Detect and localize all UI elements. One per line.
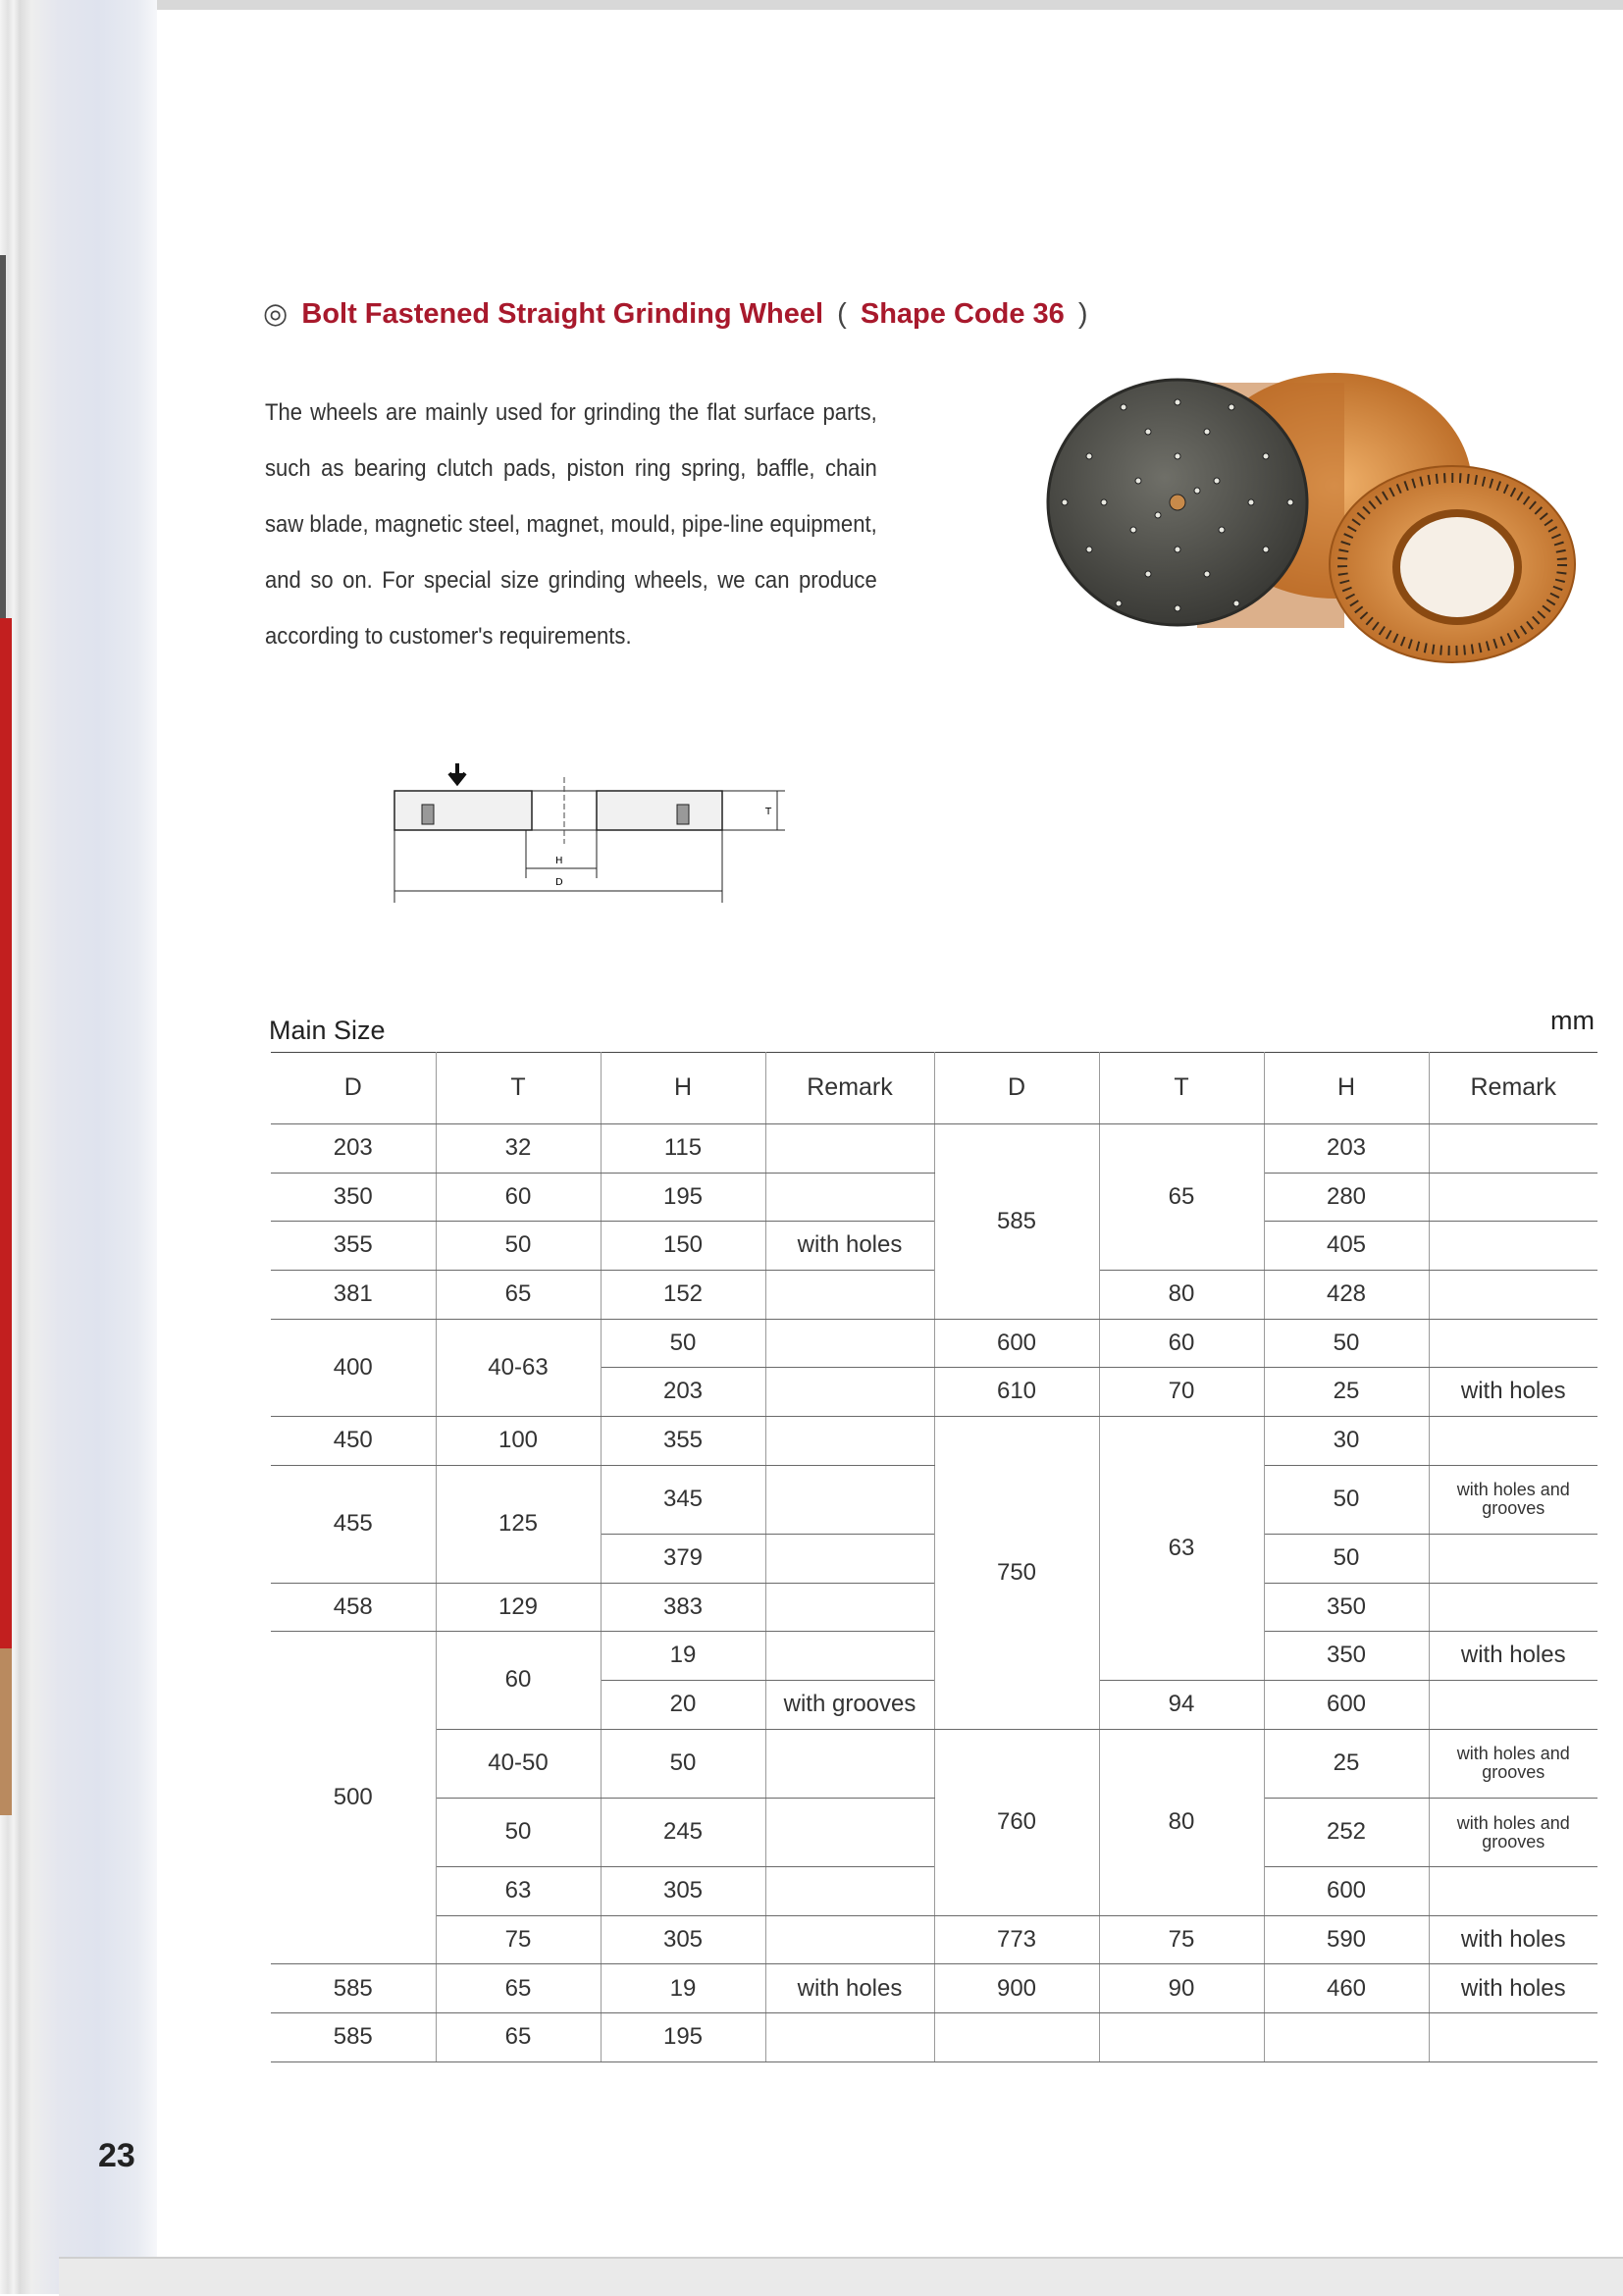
- cell-h-right: 350: [1264, 1632, 1429, 1681]
- cell-remark-right: [1429, 1124, 1597, 1174]
- cell-d: 400: [271, 1319, 436, 1416]
- cell-h-right: 25: [1264, 1368, 1429, 1417]
- header-d: D: [271, 1053, 436, 1124]
- cell-h: 19: [601, 1632, 765, 1681]
- cell-h: 195: [601, 2013, 765, 2062]
- cell-remark: [765, 1319, 934, 1368]
- table-row: [271, 1915, 1597, 1964]
- cell-remark: [765, 2013, 934, 2062]
- cell-h-right: 252: [1264, 1798, 1429, 1866]
- cell-remark: [765, 1465, 934, 1534]
- cell-d: 450: [271, 1416, 436, 1465]
- cell-remark: [765, 1632, 934, 1681]
- scan-bottom-edge: [59, 2257, 1623, 2296]
- header-t: T: [436, 1053, 601, 1124]
- cell-t-right: 90: [1099, 1964, 1264, 2013]
- table-row: [271, 1319, 1597, 1368]
- wheel-cross-section-diagram: [383, 756, 814, 913]
- page-edge-brown: [0, 1648, 12, 1815]
- cell-d-right: 585: [934, 1124, 1099, 1320]
- cell-t-right: 75: [1099, 1915, 1264, 1964]
- cell-h: 50: [601, 1319, 765, 1368]
- title-shape-code: Shape Code 36: [860, 298, 1065, 330]
- cell-d-right: 600: [934, 1319, 1099, 1368]
- title-paren-close: ): [1077, 298, 1088, 330]
- cell-h: 355: [601, 1416, 765, 1465]
- cell-t: 40-63: [436, 1319, 601, 1416]
- cell-h-right: 460: [1264, 1964, 1429, 2013]
- cell-remark: [765, 1583, 934, 1632]
- cell-h: 150: [601, 1222, 765, 1271]
- cell-d: 458: [271, 1583, 436, 1632]
- cell-h-right: 25: [1264, 1729, 1429, 1798]
- cell-remark: [765, 1534, 934, 1583]
- cell-d: 455: [271, 1465, 436, 1583]
- cell-t: 60: [436, 1173, 601, 1222]
- cell-d: 585: [271, 1964, 436, 2013]
- cell-h-right: 50: [1264, 1465, 1429, 1534]
- cell-remark-right: with holes: [1429, 1915, 1597, 1964]
- cell-remark: with grooves: [765, 1680, 934, 1729]
- size-table: [271, 1052, 1597, 2062]
- cell-remark: [765, 1798, 934, 1866]
- cell-remark: [765, 1867, 934, 1916]
- cell-t: 32: [436, 1124, 601, 1174]
- table-row: [271, 1729, 1597, 1798]
- cell-remark-right: with holes: [1429, 1964, 1597, 2013]
- table-unit: mm: [1550, 1006, 1595, 1035]
- cell-remark: [765, 1416, 934, 1465]
- table-row: [271, 1964, 1597, 2013]
- cell-h: 203: [601, 1368, 765, 1417]
- cell-remark-right: [1429, 1222, 1597, 1271]
- cell-d-right: 750: [934, 1416, 1099, 1729]
- cell-t: 63: [436, 1867, 601, 1916]
- cell-h-right: 30: [1264, 1416, 1429, 1465]
- cell-d: 203: [271, 1124, 436, 1174]
- cell-t: 125: [436, 1465, 601, 1583]
- cell-remark-right: with holes and grooves: [1429, 1465, 1597, 1534]
- cell-remark-right: [1429, 1270, 1597, 1319]
- cell-t-right: 70: [1099, 1368, 1264, 1417]
- cell-d-right: 610: [934, 1368, 1099, 1417]
- cell-t: 50: [436, 1798, 601, 1866]
- header-remark-right: Remark: [1429, 1053, 1597, 1124]
- cell-h-right: 350: [1264, 1583, 1429, 1632]
- cell-h-right: 428: [1264, 1270, 1429, 1319]
- cell-t: 40-50: [436, 1729, 601, 1798]
- cell-t-right: 80: [1099, 1270, 1264, 1319]
- cell-d: 381: [271, 1270, 436, 1319]
- grinding-wheel-photo: [1030, 373, 1580, 667]
- cell-remark-right: with holes and grooves: [1429, 1729, 1597, 1798]
- title-bullet-icon: ◎: [263, 298, 288, 330]
- header-d-right: D: [934, 1053, 1099, 1124]
- cell-remark: [765, 1368, 934, 1417]
- cell-remark: [765, 1124, 934, 1174]
- description: The wheels are mainly used for grinding the flat surface parts, such as bearing clutch pads, piston ring spring, baffle, chain saw blade, magnetic steel, magnet, mould, pipe-line equipment, and so on. For special size grinding wheels, we can produce according to customer's requirements.: [265, 399, 877, 650]
- cell-remark: [765, 1173, 934, 1222]
- cell-h-right: [1264, 2013, 1429, 2062]
- cell-t-right: 80: [1099, 1729, 1264, 1915]
- cell-remark: [765, 1729, 934, 1798]
- diagram-label-t: T: [765, 807, 772, 817]
- cell-h-right: 50: [1264, 1319, 1429, 1368]
- cell-t: 75: [436, 1915, 601, 1964]
- table-caption: Main Size: [269, 1016, 386, 1045]
- diagram-label-d: D: [555, 877, 563, 888]
- header-t-right: T: [1099, 1053, 1264, 1124]
- cell-d: 355: [271, 1222, 436, 1271]
- load-arrow-icon: [449, 763, 465, 783]
- cell-t: 65: [436, 2013, 601, 2062]
- cell-t: 65: [436, 1270, 601, 1319]
- cell-remark-right: with holes: [1429, 1368, 1597, 1417]
- table-row: [271, 1124, 1597, 1174]
- cell-remark: [765, 1270, 934, 1319]
- cell-h: 19: [601, 1964, 765, 2013]
- cell-remark-right: [1429, 1534, 1597, 1583]
- cell-h: 383: [601, 1583, 765, 1632]
- cell-h: 115: [601, 1124, 765, 1174]
- cell-remark: with holes: [765, 1964, 934, 2013]
- cell-d-right: 773: [934, 1915, 1099, 1964]
- cell-h: 195: [601, 1173, 765, 1222]
- table-row: [271, 2013, 1597, 2062]
- cell-h-right: 590: [1264, 1915, 1429, 1964]
- cell-t-right: [1099, 2013, 1264, 2062]
- cell-h: 345: [601, 1465, 765, 1534]
- title-paren-open: (: [837, 298, 847, 330]
- section-title: [263, 296, 1094, 331]
- page-edge-red: [0, 618, 12, 1648]
- cell-t: 65: [436, 1964, 601, 2013]
- cell-h-right: 600: [1264, 1680, 1429, 1729]
- page-edge-dark: [0, 255, 6, 618]
- page-number: 23: [98, 2137, 135, 2174]
- cell-remark-right: with holes and grooves: [1429, 1798, 1597, 1866]
- cell-h-right: 405: [1264, 1222, 1429, 1271]
- cell-t-right: 60: [1099, 1319, 1264, 1368]
- cell-remark-right: [1429, 2013, 1597, 2062]
- header-h-right: H: [1264, 1053, 1429, 1124]
- cell-d-right: [934, 2013, 1099, 2062]
- header-remark: Remark: [765, 1053, 934, 1124]
- table-header-row: [271, 1053, 1597, 1124]
- cell-d: 500: [271, 1632, 436, 1964]
- cell-remark: with holes: [765, 1222, 934, 1271]
- cell-t-right: 65: [1099, 1124, 1264, 1271]
- cell-remark-right: [1429, 1867, 1597, 1916]
- cell-h: 305: [601, 1867, 765, 1916]
- cell-remark-right: with holes: [1429, 1632, 1597, 1681]
- cell-t: 60: [436, 1632, 601, 1729]
- scan-top-edge: [157, 0, 1623, 10]
- cell-h: 20: [601, 1680, 765, 1729]
- cell-remark-right: [1429, 1173, 1597, 1222]
- table-row: [271, 1416, 1597, 1465]
- cell-t: 100: [436, 1416, 601, 1465]
- cell-remark-right: [1429, 1319, 1597, 1368]
- cell-h-right: 280: [1264, 1173, 1429, 1222]
- header-h: H: [601, 1053, 765, 1124]
- cell-t-right: 63: [1099, 1416, 1264, 1680]
- diagram-label-h: H: [555, 856, 563, 866]
- cell-h: 305: [601, 1915, 765, 1964]
- cell-t: 129: [436, 1583, 601, 1632]
- cell-t: 50: [436, 1222, 601, 1271]
- cell-h: 50: [601, 1729, 765, 1798]
- small-wheel-bore: [1396, 513, 1518, 621]
- cell-h: 245: [601, 1798, 765, 1866]
- cell-d-right: 760: [934, 1729, 1099, 1915]
- book-spine: [0, 0, 157, 2294]
- cell-d: 350: [271, 1173, 436, 1222]
- cell-h-right: 600: [1264, 1867, 1429, 1916]
- cell-d-right: 900: [934, 1964, 1099, 2013]
- cell-h: 152: [601, 1270, 765, 1319]
- cell-t-right: 94: [1099, 1680, 1264, 1729]
- cell-remark: [765, 1915, 934, 1964]
- cell-h-right: 50: [1264, 1534, 1429, 1583]
- cell-h: 379: [601, 1534, 765, 1583]
- cell-remark-right: [1429, 1416, 1597, 1465]
- cell-remark-right: [1429, 1680, 1597, 1729]
- title-name: Bolt Fastened Straight Grinding Wheel: [301, 298, 824, 330]
- cell-remark-right: [1429, 1583, 1597, 1632]
- cell-h-right: 203: [1264, 1124, 1429, 1174]
- cell-d: 585: [271, 2013, 436, 2062]
